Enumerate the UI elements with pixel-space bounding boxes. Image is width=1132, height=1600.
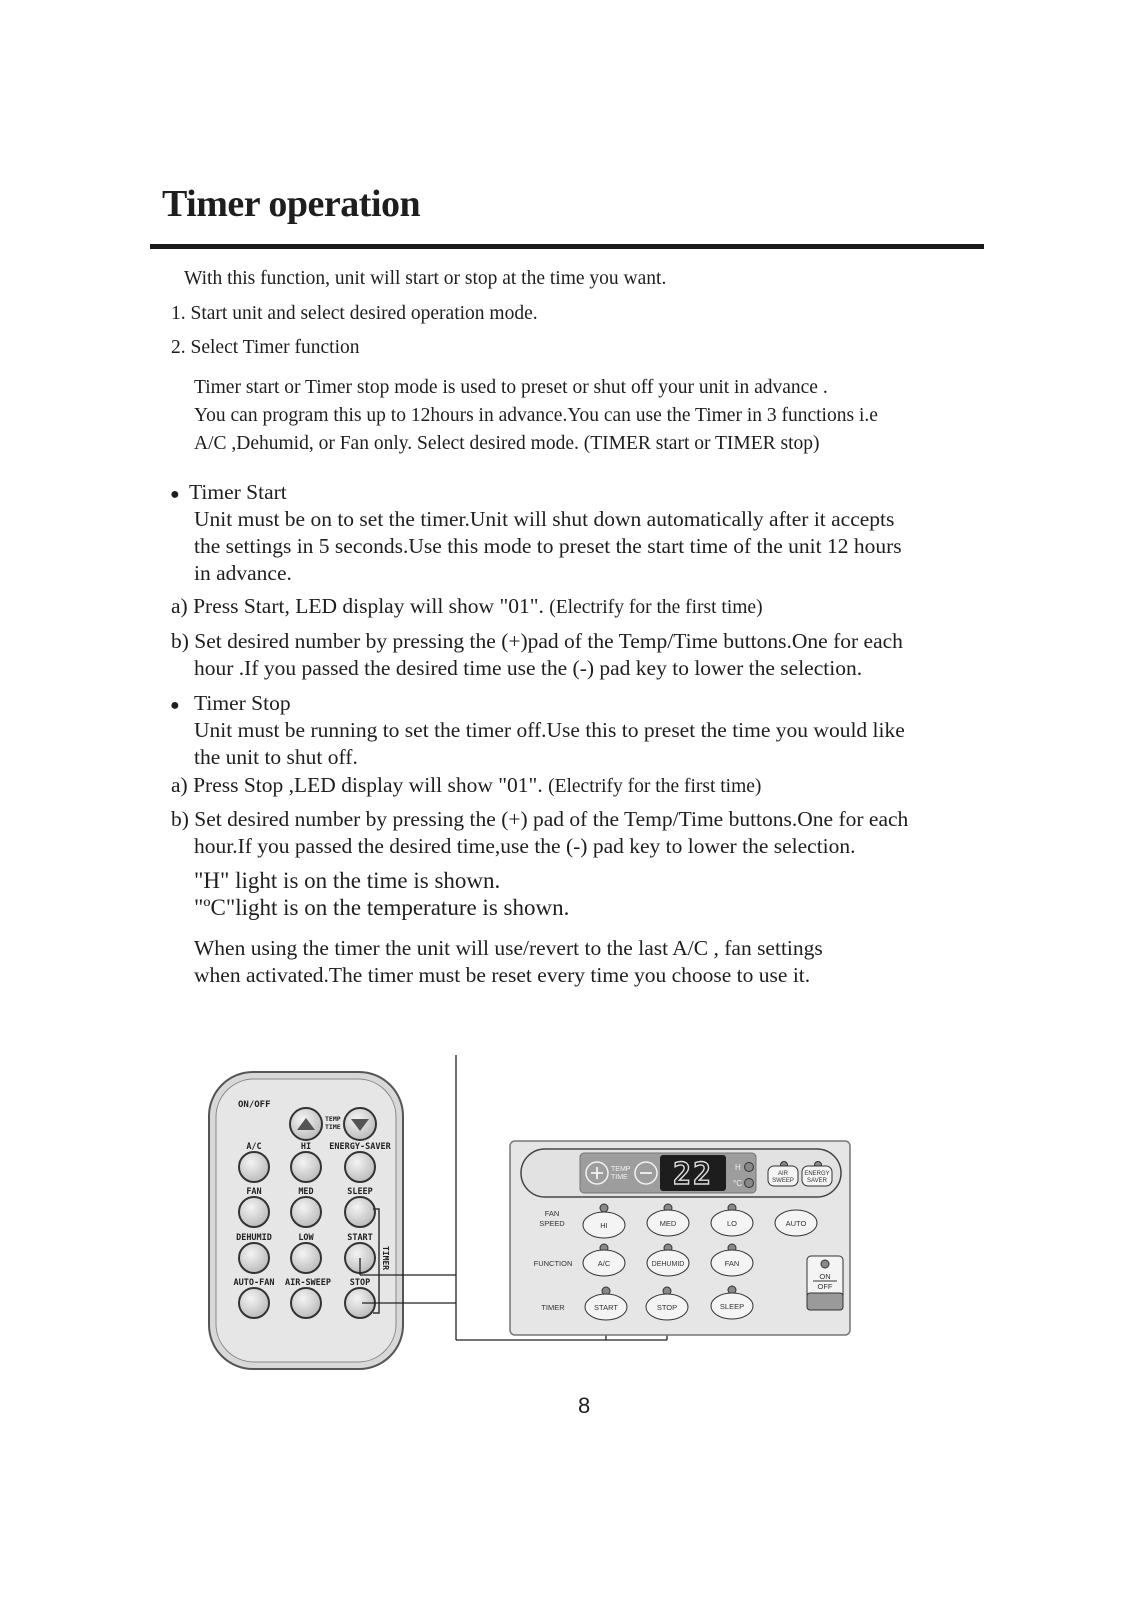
energy-saver-label-2: SAVER [807, 1178, 827, 1184]
remote-sleep-button[interactable] [345, 1197, 375, 1227]
timer-desc-line-3: A/C ,Dehumid, or Fan only. Select desired mode. (TIMER start or TIMER stop) [194, 433, 820, 454]
remote-label: START [347, 1233, 373, 1243]
fan-speed-label-1: FAN [544, 1209, 560, 1218]
closing-line-2: when activated.The timer must be reset every time you choose to use it. [194, 963, 811, 987]
indicator-h-label: H [735, 1163, 741, 1172]
remote-fan-button[interactable] [239, 1197, 269, 1227]
indicator-c-label: °C [733, 1179, 742, 1188]
timer-start-body-3: in advance. [194, 561, 292, 585]
panel-button-label: AUTO [785, 1219, 807, 1228]
timer-row-label: TIMER [541, 1303, 565, 1312]
panel-button-label: START [594, 1303, 618, 1312]
remote-label: DEHUMID [236, 1233, 272, 1243]
remote-label: SLEEP [347, 1187, 373, 1197]
remote-timer-tag: TIMER [381, 1246, 390, 1271]
timer-start-step-b-1: b) Set desired number by pressing the (+)pad of the Temp/Time buttons.One for each [171, 629, 903, 653]
remote-hi-button[interactable] [291, 1152, 321, 1182]
fan-speed-label-2: SPEED [539, 1219, 565, 1228]
remote-energy-saver-button[interactable] [345, 1152, 375, 1182]
remote-label: AUTO-FAN [233, 1278, 275, 1288]
remote-label: LOW [298, 1233, 314, 1243]
panel-on-off-switch[interactable] [807, 1256, 843, 1310]
closing-line-1: When using the timer the unit will use/revert to the last A/C , fan settings [194, 936, 823, 960]
timer-desc-line-1: Timer start or Timer stop mode is used to preset or shut off your unit in advance . [194, 377, 828, 398]
panel-time-label: TIME [611, 1174, 628, 1181]
remote-label: MED [298, 1187, 314, 1197]
timer-start-step-a-main: a) Press Start, LED display will show "01". [171, 594, 544, 618]
on-label: ON [819, 1272, 831, 1281]
indicator-h-light [745, 1163, 754, 1172]
remote-control [209, 1072, 403, 1369]
led-display-value: 22 [672, 1157, 714, 1192]
panel-temp-label: TEMP [611, 1166, 631, 1173]
remote-auto-fan-button[interactable] [239, 1288, 269, 1318]
bullet-icon: ● [170, 486, 180, 503]
timer-stop-step-b-1: b) Set desired number by pressing the (+) pad of the Temp/Time buttons.One for each [171, 807, 909, 831]
remote-med-button[interactable] [291, 1197, 321, 1227]
air-sweep-label-1: AIR [777, 1171, 789, 1177]
indicator-c-light [745, 1179, 754, 1188]
remote-temp-down-button[interactable] [344, 1108, 376, 1140]
function-label: FUNCTION [533, 1259, 573, 1268]
panel-button-label: DEHUMID [651, 1261, 685, 1268]
energy-saver-label-1: ENERGY [804, 1171, 830, 1177]
panel-button-label: LO [726, 1219, 738, 1228]
timer-stop-body-2: the unit to shut off. [194, 745, 358, 769]
timer-start-step-b-2: hour .If you passed the desired time use the (-) pad key to lower the selection. [194, 656, 863, 680]
panel-auto-button[interactable] [775, 1210, 817, 1236]
timer-stop-heading: Timer Stop [194, 691, 291, 715]
remote-label: STOP [349, 1278, 371, 1288]
step-2: 2. Select Timer function [171, 337, 360, 358]
timer-stop-step-a-main: a) Press Stop ,LED display will show "01". [171, 773, 543, 797]
page-number: 8 [578, 1393, 591, 1418]
remote-label: ENERGY-SAVER [329, 1142, 391, 1152]
air-sweep-label-2: SWEEP [772, 1178, 794, 1184]
remote-temp-up-button[interactable] [290, 1108, 322, 1140]
indicator-c-note: "ºC"light is on the temperature is shown. [194, 895, 570, 920]
remote-dehumid-button[interactable] [239, 1243, 269, 1273]
timer-desc-line-2: You can program this up to 12hours in advance.You can use the Timer in 3 functions i.e [194, 405, 878, 426]
control-panel [510, 1141, 850, 1335]
step-1: 1. Start unit and select desired operation mode. [171, 303, 538, 324]
panel-button-label: SLEEP [719, 1302, 745, 1311]
remote-low-button[interactable] [291, 1243, 321, 1273]
timer-start-heading: Timer Start [189, 480, 287, 504]
timer-stop-step-a-note: (Electrify for the first time) [548, 776, 762, 797]
remote-ac-button[interactable] [239, 1152, 269, 1182]
panel-button-label: STOP [656, 1303, 678, 1312]
intro-text: With this function, unit will start or stop at the time you want. [184, 268, 667, 289]
panel-button-label: A/C [597, 1259, 611, 1268]
timer-stop-body-1: Unit must be running to set the timer off.Use this to preset the time you would like [194, 718, 905, 742]
remote-label: FAN [246, 1187, 262, 1197]
timer-stop-step-b-2: hour.If you passed the desired time,use the (-) pad key to lower the selection. [194, 834, 856, 858]
remote-time-label: TIME [325, 1123, 341, 1131]
indicator-h-note: "H" light is on the time is shown. [194, 868, 501, 893]
remote-onoff-label: ON/OFF [238, 1100, 271, 1110]
remote-label: AIR-SWEEP [284, 1278, 332, 1288]
remote-air-sweep-button[interactable] [291, 1288, 321, 1318]
panel-button-label: MED [659, 1219, 677, 1228]
remote-label: A/C [246, 1142, 262, 1152]
remote-temp-label: TEMP [325, 1115, 341, 1123]
off-label: OFF [817, 1282, 833, 1291]
page-title: Timer operation [162, 183, 421, 225]
panel-button-label: FAN [724, 1259, 740, 1268]
timer-start-step-a-note: (Electrify for the first time) [549, 597, 763, 618]
panel-button-label: HI [600, 1221, 608, 1230]
remote-label: HI [300, 1142, 312, 1152]
timer-start-body-1: Unit must be on to set the timer.Unit will shut down automatically after it accepts [194, 507, 895, 531]
timer-start-body-2: the settings in 5 seconds.Use this mode to preset the start time of the unit 12 hours [194, 534, 902, 558]
bullet-icon: ● [170, 697, 180, 714]
